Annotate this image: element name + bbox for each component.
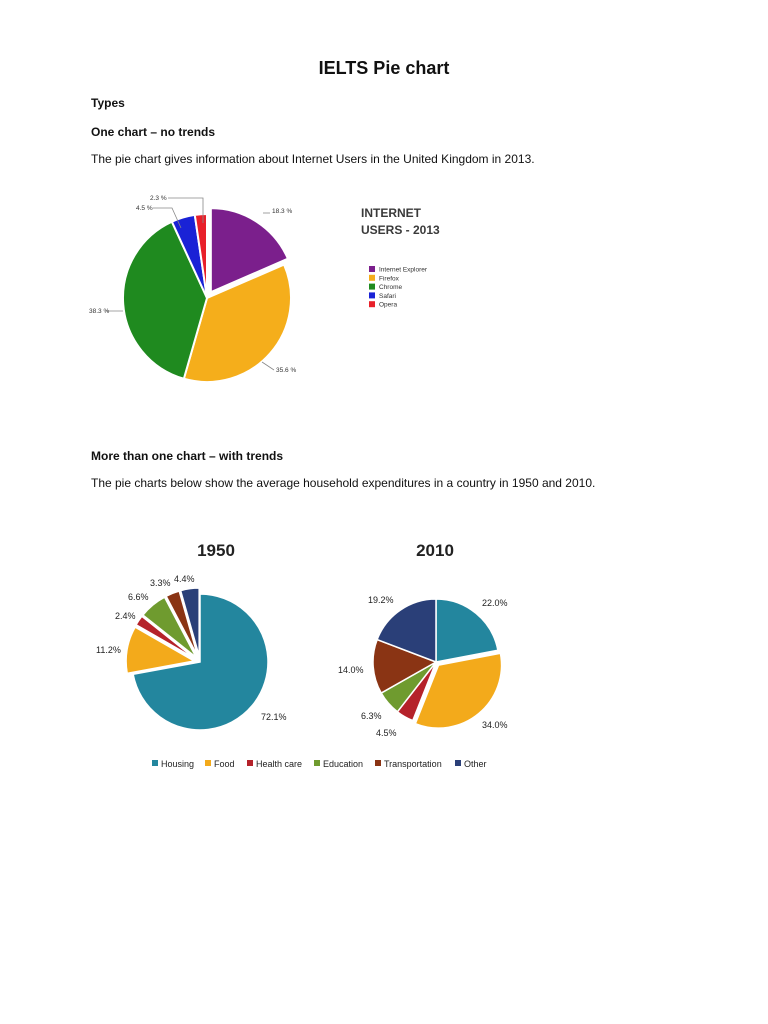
household-legend-label-health-care: Health care: [256, 759, 303, 769]
pie-1950-data-label-education: 6.6%: [128, 592, 149, 602]
internet-data-label-safari: 4.5 %: [136, 205, 153, 212]
pie-1950-data-label-health-care: 2.4%: [115, 611, 136, 621]
household-legend-label-food: Food: [214, 759, 235, 769]
internet-chart-title-line-2: USERS - 2013: [361, 223, 440, 237]
household-legend-swatch-education: [314, 760, 320, 766]
internet-data-label-opera: 2.3 %: [150, 195, 167, 202]
internet-legend-label-safari: Safari: [379, 292, 396, 300]
household-legend-swatch-transportation: [375, 760, 381, 766]
pie-2010-data-label-housing: 22.0%: [482, 598, 508, 608]
internet-chart-title-line-1: INTERNET: [361, 206, 421, 220]
section-heading-types: Types: [91, 96, 125, 110]
household-legend-swatch-housing: [152, 760, 158, 766]
heading-one-chart: One chart – no trends: [91, 125, 216, 139]
household-legend-label-housing: Housing: [161, 759, 195, 769]
pie-1950-data-label-transportation: 3.3%: [150, 578, 171, 588]
description-multi-chart: The pie charts below show the average household expenditures in a country in 1950 and 2010.: [91, 476, 596, 490]
pie-2010-data-label-transportation: 14.0%: [338, 665, 364, 675]
household-legend-label-other: Other: [464, 759, 487, 769]
internet-data-label-firefox: 35.6 %: [276, 367, 297, 374]
pie-1950-data-label-other: 4.4%: [174, 574, 195, 584]
household-legend-label-transportation: Transportation: [384, 759, 442, 769]
household-legend-label-education: Education: [323, 759, 364, 769]
pie-2010-slice-housing: [436, 599, 498, 662]
pie-2010-data-label-food: 34.0%: [482, 720, 508, 730]
pie-1950-data-label-housing: 72.1%: [261, 712, 287, 722]
page-title: IELTS Pie chart: [318, 58, 450, 78]
pie-2010-title: 2010: [416, 541, 454, 560]
household-legend-swatch-other: [455, 760, 461, 766]
internet-data-label-chrome: 38.3 %: [89, 308, 110, 315]
household-legend-swatch-food: [205, 760, 211, 766]
internet-legend-label-opera: Opera: [379, 301, 398, 309]
pie-1950-data-label-food: 11.2%: [96, 645, 121, 655]
internet-legend-label-firefox: Firefox: [379, 275, 399, 283]
pie-2010-data-label-other: 19.2%: [368, 595, 394, 605]
pie-2010-data-label-education: 6.3%: [361, 711, 382, 721]
internet-data-label-internet-explorer: 18.3 %: [272, 208, 293, 215]
internet-legend-label-chrome: Chrome: [379, 284, 403, 292]
description-one-chart: The pie chart gives information about Internet Users in the United Kingdom in 2013.: [91, 152, 535, 166]
pie-1950-title: 1950: [197, 541, 235, 560]
internet-legend-label-internet-explorer: Internet Explorer: [379, 266, 428, 274]
household-legend-swatch-health-care: [247, 760, 253, 766]
heading-multi-chart: More than one chart – with trends: [91, 449, 284, 463]
pie-2010-data-label-health-care: 4.5%: [376, 728, 397, 738]
